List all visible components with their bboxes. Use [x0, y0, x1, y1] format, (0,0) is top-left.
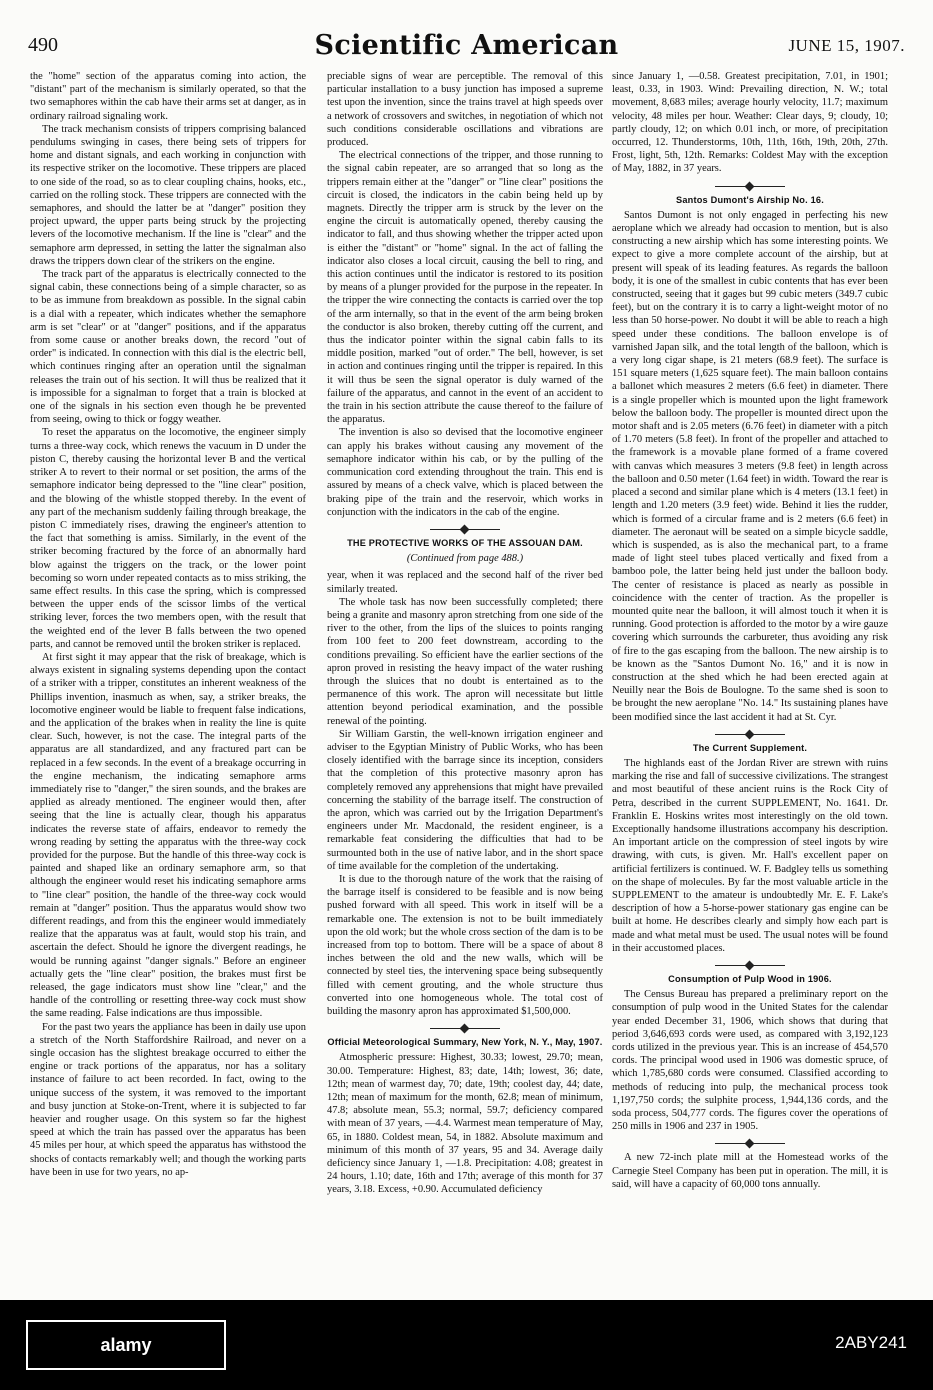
- article-heading: Consumption of Pulp Wood in 1906.: [668, 974, 832, 984]
- paragraph: The invention is also so devised that the locomotive engineer can apply his brakes without causing any movement of the semaphore indicator within his cab, or by the pulling of the communication cord extending throughout the train. This end is assured by means of a check valve, which is placed between the braking pipe of the train and the reservoir, which works in conjunction with the indicators in the cab of the engine.: [327, 427, 603, 518]
- watermark-image-id: 2ABY241: [835, 1333, 907, 1352]
- section-divider: [715, 961, 785, 969]
- article-heading: THE PROTECTIVE WORKS OF THE ASSOUAN DAM.: [347, 537, 583, 548]
- column-middle: [327, 70, 603, 1292]
- paragraph: At first sight it may appear that the risk of breakage, which is always existent in signaling systems depending upon the contact of a striker with a tripper, constitutes an inherent weakness of the Phillips invention, inasmuch as when, say, a striker breaks, the locomotive engineer would be liable to frequent false indications, and the application of the brakes when in reality the line is quite clear. Such, however, is not the case. The integral parts of the apparatus are all standardized, and any fractured part can be replaced in a few seconds. In the event of a breakage occurring in the engine mechanism, the indicating semaphore arms immediately rise to "danger," the siren sounds, and the brakes are applied as already mentioned. The engineer would then, after seeing that the line is actually clear, though his apparatus indicates the reverse state of affairs, endeavor to remedy the wrong reading by setting the apparatus with the three-way cock provided for the purpose. But the handle of this three-way cock is painted and shaped like an ordinary semaphore arm, so that although the engineer would reset his indicating semaphore arms to "line clear" position, the handle of the three-way cock would remain at "danger" position. Thus the apparatus would show two different readings, and from this the engineer would immediately realize that the apparatus was at fault, would stop his train, and ascertain the defect. Should he ignore the divergent readings, he would be running against "danger signals." Before an engineer actually gets the "line clear" position, the brakes must first be released, the gage indicators must show line "clear," and the handle of the controlling or resetting three-way cock must show the same reading. False indications are thus impossible.: [30, 651, 306, 1020]
- paragraph: preciable signs of wear are perceptible. The removal of this particular installation to a busy junction has imposed a supreme test upon the invention, since the trains travel at high speeds over a network of crossovers and switches, in negotiation of which not such conditions considerable oscillations and vibrations are produced.: [327, 71, 603, 149]
- paragraph: The whole task has now been successfully completed; there being a granite and masonry apron stretching from one side of the river to the other, from the lips of the sluices to points ranging from 100 feet to 200 feet downstream, according to the conditions prevailing. So efficient have the earlier sections of the apron proved in resisting the heavy impact of the water rushing through the sluices that no doubt is entertained as to the permanence of this work. The apron will necessitate but little attention beyond periodical examination, and the possible renewal of the pointing.: [327, 596, 603, 727]
- section-divider: [715, 1139, 785, 1147]
- issue-date: JUNE 15, 1907.: [788, 36, 905, 55]
- paragraph: Atmospheric pressure: Highest, 30.33; lowest, 29.70; mean, 30.00. Temperature: Highest, 83; date, 14th; lowest, 36; date, 12th; mean of warmest day, 70; date, 19th; coolest day, 44; date, 12th; mean of maximum for the month, 62.8; mean of minimum, 47.8; absolute mean, 55.3; normal, 59.7; deficiency compared with mean of 37 years, —4.4. Warmest mean temperature of May, 65, in 1880. Coldest mean, 54, in 1882. Absolute maximum and minimum of this month of 37 years, 95 and 34. Average daily deficiency since January 1, —1.8. Precipitation: 4.08; greatest in 24 hours, 1.10; date, 16th and 17th; average of this month for 37 years, 3.18. Excess, +0.90. Accumulated deficiency: [327, 1052, 603, 1196]
- article-continuation-note: (Continued from page 488.): [406, 553, 524, 565]
- paragraph: the "home" section of the apparatus coming into action, the "distant" part of the mechanism is similarly operated, so that the two semaphores within the cab have their arms set at danger, as in ordinary railroad signaling work.: [30, 71, 306, 122]
- section-divider: [430, 1024, 500, 1032]
- paragraph: For the past two years the appliance has been in daily use upon a stretch of the North Staffordshire Railroad, and never on a single occasion has the slightest breakage occurred to either the engine or track portions of the apparatus, nor has a solitary instance of failure to act been recorded. In fact, owing to the unique success of the system, it was removed to the important and busy junction at Stoke-on-Trent, where it is subjected to far heavier and rougher usage. On this system so far the highest speed at which the train has passed over the apparatus has been 45 miles per hour, at which speed the apparatus has withstood the shocks of contacts remarkably well; and though the working parts have been in use for two years, no ap-: [30, 1021, 306, 1178]
- paragraph: Sir William Garstin, the well-known irrigation engineer and adviser to the Egyptian Ministry of Public Works, who has been closely identified with the barrage since its inception, considers that the completion of this protective masonry apron has completely removed any apprehensions that might have prevailed concerning the stability of the barrage itself. The construction of the apron, which was carried out by the Irrigation Department's engineers under Mr. Macdonald, the resident engineer, is a remarkable feat considering the difficulties that had to be surmounted both in the use of native labor, and in the short space of time available for the completion of the undertaking.: [327, 728, 603, 872]
- paragraph: year, when it was replaced and the second half of the river bed similarly treated.: [327, 570, 603, 595]
- section-divider: [430, 525, 500, 533]
- article-heading: Santos Dumont's Airship No. 16.: [676, 194, 824, 205]
- paragraph: A new 72-inch plate mill at the Homestead works of the Carnegie Steel Company has been put in operation. The mill, it is said, will have a capacity of 60,000 tons annually.: [612, 1152, 888, 1190]
- paragraph: The track mechanism consists of trippers comprising balanced pendulums swinging in cases, there being sets of trippers for home and distant signals, and each working in conjunction with its respective striker on the locomotive. These trippers are placed to one side of the road, so as to clear coupling chains, hooks, etc., carried on the rolling stock. These trippers are connected with the semaphores, and should the latter be at "danger" position they project upward, the upper parts being struck by the projecting levers of the locomotive mechanism. If the line is "clear" and the semaphore arm depressed, in setting the latter the signalman also draws the trippers down clear of the strikers on the engine.: [30, 123, 306, 267]
- paragraph: The highlands east of the Jordan River are strewn with ruins marking the rise and fall of successive civilizations. The strangest and most beautiful of these ancient ruins is the Rock City of Petra, described in the current SUPPLEMENT, No. 1641. Dr. Franklin E. Hoskins writes most interestingly on the old town. Exceptionally handsome illustrations accompany his description. An important article on the compression of steel ingots by wire drawing, with cuts, is given. Mr. Hall's excellent paper on artificial fertilizers is continued. W. F. Badgley tells us something on the shape of molecules. By far the most valuable article in the SUPPLEMENT to the amateur is undoubtedly Mr. E. F. Lake's description of how a 5-horse-power stationary gas engine can be built at home. He describes clearly and simply how each part is made and what metal must be used. The usual notes will be found in their accustomed places.: [612, 757, 888, 954]
- article-heading: Official Meteorological Summary, New York, N. Y., May, 1907.: [327, 1037, 603, 1048]
- paragraph: The track part of the apparatus is electrically connected to the signal cabin, these connections being of a simple character, so as to be as immune from breakdown as possible. In the signal cabin is a dial with a repeater, which indicates whether the semaphore arm is set "clear" or at "danger" positions, and if the apparatus from some cause or another breaks down, the record "out of order" is indicated. In connection with this dial is the electric bell, which continues ringing after an operation until the signalman releases the train out of his section. It will thus be realized that it is impossible for a signalman to forget that a train is blocked at one of the signals in his section even though he be prevented from seeing, owing to thick or foggy weather.: [30, 269, 306, 426]
- section-divider: [715, 730, 785, 738]
- paragraph: Santos Dumont is not only engaged in perfecting his new aeroplane which we already had occasion to mention, but is also constructing a new airship which has some interesting points. We expect to give a more complete account of the airship, but at present will speak of its leading features. As regards the balloon body, it is one of the smallest in cubic contents that has ever been constructed, seeing that it gages but 99 cubic meters (349.7 cubic feet), but on the contrary it is to carry a light-weight motor of no less than 50 horse-power. No doubt it will be able to reach a high speed under these conditions. The balloon envelope is of varnished Japan silk, and the total length of the balloon, which is a very long cigar shape, is 21 meters (68.9 feet). The surface is 151 square meters (1,625 square feet). The main balloon contains a ballonet which measures 2 meters (6.6 feet) in diameter. There is a single propeller which is mounted upon the light framework below the balloon body. The propeller is mounted direct upon the motor shaft and is 2.05 meters (6.76 feet) in diameter with a pitch of 1.70 meters (5.8 feet). In front of the propeller and attached to the framework is a movable plane formed of a frame covered with canvas which measures 3 meters (9.8 feet) in length across the balloon and 0.50 meter (1.64 feet) in width. Toward the rear is placed a second and similar plane which is 4 meters (13.1 feet) in length and 1.20 meters (3.9 feet) wide. Behind it lies the rudder, which is formed of a circular frame and is 2 meters (6.6 feet) in diameter. The aeronaut will be seated on a simple bicycle saddle, which is suspended, as is also the mechanical part, to a frame made of light steel tubes placed vertically and fixed from a bamboo pole, the latter being held just under the balloon body. The center of resistance is placed as nearly as possible in coincidence with the center of traction. As the propeller is mounted quite near the balloon, it will almost touch it when it is running. Good protection is afforded to the motor by a wire gauze covering which surrounds the carbureter, thus avoiding any risk of fire to the gas escaping from the balloon. The new airship is to be known as the "Santos Dumont No. 16," and it is now in construction at the shed which he had been erected again at Neuilly near the Bois de Boulogne. To the same shed is soon to be brought the new aeroplane "No. 14." Its sustaining planes have been modified since the last accident it had at St. Cyr.: [612, 209, 888, 723]
- section-divider: [715, 182, 785, 190]
- paragraph: The Census Bureau has prepared a preliminary report on the consumption of pulp wood in the United States for the calendar year ended December 31, 1906, which shows that during that period 3,646,693 cords were used, as compared with 3,192,123 cords utilized in the previous year. This is an increase of 454,570 cords. The principal wood used in 1906 was domestic spruce, of which 1,785,680 cords were consumed. Classified according to methods of reducing into pulp, the mechanical process took 1,197,750 cords; the sulphite process, 1,944,136 cords, and the soda process, 504,777 cords. The figures cover the operations of 250 mills in 1906 and 237 in 1905.: [612, 989, 888, 1133]
- paragraph: To reset the apparatus on the locomotive, the engineer simply turns a three-way cock, which renews the vacuum in D under the piston C, thereby causing the horizontal lever B and the vertical striker A to revert to their normal or set position, the arms of the semaphore indicator being depressed to the "line clear" position, and the blowing of the whistle stopped thereby. In the event of any part of the mechanism suddenly failing through breakage, the piston C immediately rises, drawing the engineer's attention to the fact that something is amiss. Similarly, in the event of the striker becoming fractured by the force of an abnormally hard blow against the triggers on the track, or the lower point becoming so worn under repeated contacts as to miss striking, the same effect results. In this case the spring, which is compressed between the upper ends of the scissor limbs of the vertical striking lever, forces the two members open, with the result that the weighted end of the lever B falls between the two opened parts, and cannot be removed until the broken striker is replaced.: [30, 427, 306, 650]
- page-number: 490: [28, 34, 58, 56]
- column-right: [612, 70, 888, 1292]
- column-left: [30, 70, 306, 1292]
- paragraph: since January 1, —0.58. Greatest precipitation, 7.01, in 1901; least, 0.33, in 1903. Wind: Prevailing direction, N. W.; total movement, 8,683 miles; average hourly velocity, 11.7; maximum velocity, 48 miles per hour. Weather: Clear days, 9; cloudy, 10; partly cloudy, 12; on which 0.01 inch, or more, of precipitation occurred, 12. Thunderstorms, 10th, 11th, 16th, 19th, 20th, 27th. Frost, light, 5th, 12th. Remarks: Coldest May with the exception of May, 1882, in 37 years.: [612, 71, 888, 175]
- masthead: [28, 30, 905, 66]
- article-heading: The Current Supplement.: [692, 742, 808, 753]
- paragraph: The electrical connections of the tripper, and those running to the signal cabin repeater, are so arranged that so long as the trippers remain either at the "danger" or "line clear" positions the circuit is closed, the indicators in the cabin being held up by magnets. Directly the tripper arm is struck by the lever on the engine the circuit is automatically opened, thereby causing the indicator to fall, and thus showing whether the tripper acted upon is either the "distant" or "home" signal. In the act of falling the indicator also closes a local circuit, causing the bell to ring, and this action continues until the indicator is restored to its position by means of a plunger provided for the purpose in the repeater. In the tripper the wire connecting the contacts is carried over the top of the arm internally, so that in the event of the arm being broken the conductor is also broken, thereby cutting off the current, and thus the indicator pointer within the signal cabin falls to its middle position, marked "out of order." The bell, however, is set in action and continues ringing until the tripper is repaired. In this it will thus be seen the signal operator is duly warned of the failure of the apparatus, and cannot in the event of an accident to the train in his section attribute the cause thereof to the failure of the apparatus.: [327, 150, 603, 426]
- watermark-logo: alamy: [26, 1320, 226, 1370]
- paragraph: It is due to the thorough nature of the work that the raising of the barrage itself is considered to be feasible and is now being pushed forward with all speed. This work in itself will be a remarkable one. The extension is not to be built immediately upon the old work; but the whole cross section of the dam is to be increased from top to bottom. There will be a space of about 8 inches between the old and the new walls, which will be connected by steel ties, the intervening space being subsequently filled with cement grouting, and the whole structure thus converted into one homogeneous whole. The total cost of building the masonry apron has approximated $1,500,000.: [327, 873, 603, 1018]
- publication-title: Scientific American: [314, 30, 619, 61]
